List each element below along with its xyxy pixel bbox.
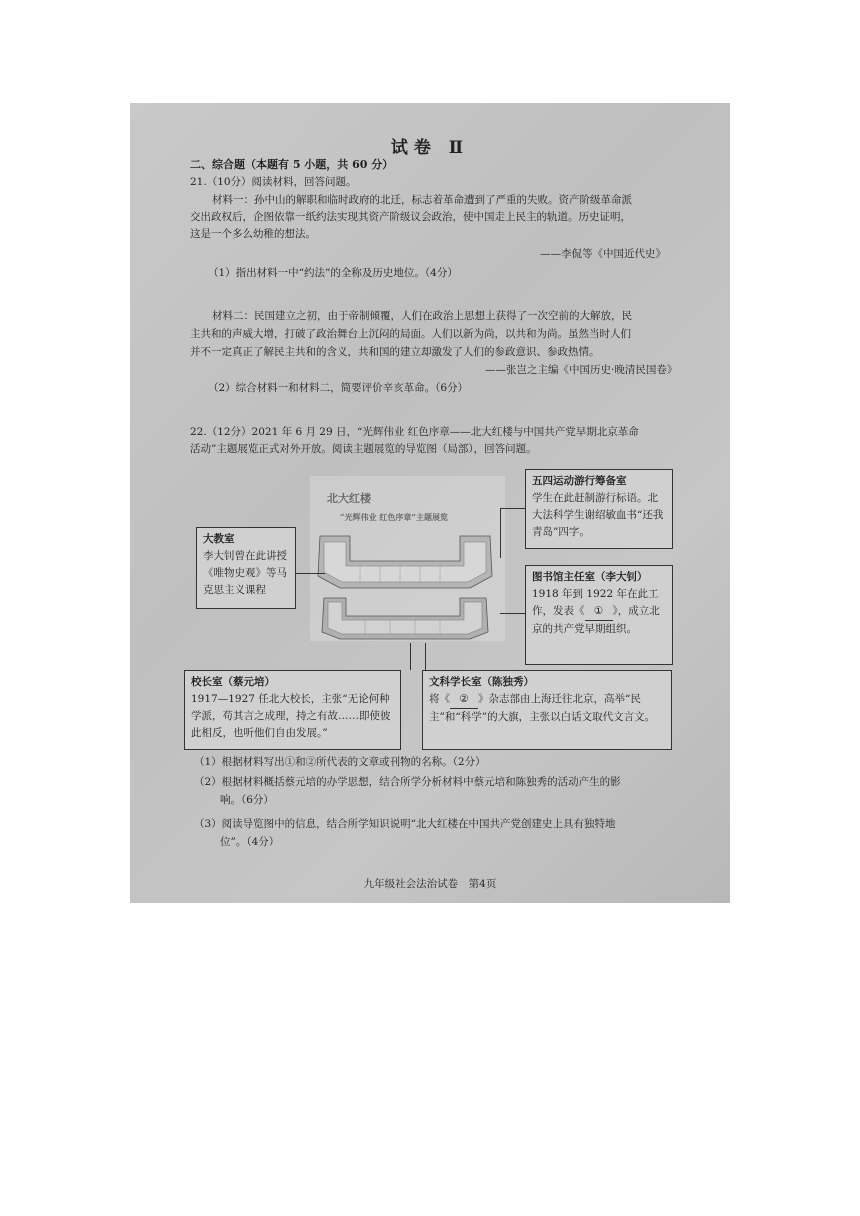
page-title: 试卷 Ⅱ: [390, 138, 470, 158]
box-classroom-title: 大教室: [203, 533, 235, 545]
box-president-text: 1917—1927 任北大校长，主张“无论何种学派，苟其言之成理，持之有故……即使彼此相反，也听他们自由发展。”: [191, 693, 391, 739]
q21-material1-line1: 材料一：孙中山的解职和临时政府的北迁，标志着革命遭到了严重的失败。资产阶级革命派: [212, 194, 632, 206]
blank-1: ①: [585, 603, 613, 621]
box-library-post: 》，成立北京的共产党早期组织。: [532, 605, 660, 635]
box-wusi-title: 五四运动游行筹备室: [532, 475, 627, 487]
q22-question3-line2: 位”。（4分）: [220, 836, 280, 848]
box-library-room: [525, 565, 673, 665]
box-president-room: [184, 670, 401, 750]
q21-material1-line3: 这是一个多么幼稚的想法。: [190, 228, 316, 240]
q21-question1: （1）指出材料一中“约法”的全称及历史地位。（4分）: [208, 267, 458, 279]
q21-material2-line3: 并不一定真正了解民主共和的含义，共和国的建立却激发了人们的参政意识、参政热情。: [190, 346, 600, 358]
blank-2: ②: [450, 691, 478, 709]
q22-question3-line1: （3）阅读导览图中的信息，结合所学知识说明“北大红楼在中国共产党创建史上具有独特地: [194, 818, 616, 830]
q22-heading-line1: 22.（12分）2021 年 6 月 29 日，“光辉伟业 红色序章——北大红楼与中国共产党早期北京革命: [190, 426, 639, 438]
page-footer: 九年级社会法治试卷 第4页: [363, 878, 497, 890]
box-library-pre: 1918 年到 1922 年在此工作，发表《: [532, 588, 659, 617]
box-dean-room: [422, 670, 672, 750]
box-wusi-room: [525, 469, 673, 549]
q21-material2-line2: 主共和的声威大增，打破了政治舞台上沉闷的局面。人们以新为尚，以共和为尚。虽然当时人们: [190, 328, 631, 340]
building-floor-plan: [310, 476, 505, 641]
connector-wusi-vertical: [500, 508, 501, 558]
box-dean-title: 文科学长室（陈独秀）: [429, 676, 534, 688]
connector-dean: [425, 643, 426, 670]
box-classroom-text: 李大钊曾在此讲授《唯物史观》等马克思主义课程: [203, 550, 287, 596]
map-title: 北大红楼: [327, 492, 371, 505]
section-heading: 二、综合题（本题有 5 小题，共 60 分）: [190, 158, 394, 171]
q22-heading-line2: 活动”主题展览正式对外开放。阅读主题展览的导览图（局部），回答问题。: [190, 443, 537, 455]
box-dean-pre: 将《: [429, 693, 450, 705]
q21-material1-source: ——李侃等《中国近代史》: [540, 248, 666, 260]
map-subtitle: “光辉伟业 红色序章”主题展览: [340, 512, 448, 522]
box-classroom: [196, 527, 296, 609]
box-wusi-text: 学生在此赶制游行标语。北大法科学生谢绍敏血书“还我青岛”四字。: [532, 492, 664, 538]
connector-wusi: [500, 508, 525, 509]
q21-material2-source: ——张岂之主编《中国历史·晚清民国卷》: [485, 364, 678, 376]
q21-material2-line1: 材料二：民国建立之初，由于帝制倾覆，人们在政治上思想上获得了一次空前的大解放，民: [212, 310, 632, 322]
q21-material1-line2: 交出政权后，企图依靠一纸约法实现其资产阶级议会政治，使中国走上民主的轨道。历史证明，: [190, 211, 631, 223]
q22-question2-line2: 响。（6分）: [220, 794, 274, 806]
q21-heading: 21.（10分）阅读材料，回答问题。: [190, 176, 357, 188]
connector-president: [410, 643, 411, 670]
q22-question1: （1）根据材料写出①和②所代表的文章或刊物的名称。（2分）: [194, 756, 486, 768]
q21-question2: （2）综合材料一和材料二，简要评价辛亥革命。（6分）: [208, 382, 469, 394]
box-dean-post: 》杂志部由上海迁往北京，高举“民主”和“科学”的大旗，主张以白话文取代文言文。: [429, 693, 656, 723]
box-library-title: 图书馆主任室（李大钊）: [532, 571, 648, 583]
box-president-title: 校长室（蔡元培）: [191, 676, 275, 688]
exam-page: [130, 103, 730, 903]
connector-library: [500, 613, 525, 614]
q22-question2-line1: （2）根据材料概括蔡元培的办学思想，结合所学分析材料中蔡元培和陈独秀的活动产生的影: [194, 776, 621, 788]
